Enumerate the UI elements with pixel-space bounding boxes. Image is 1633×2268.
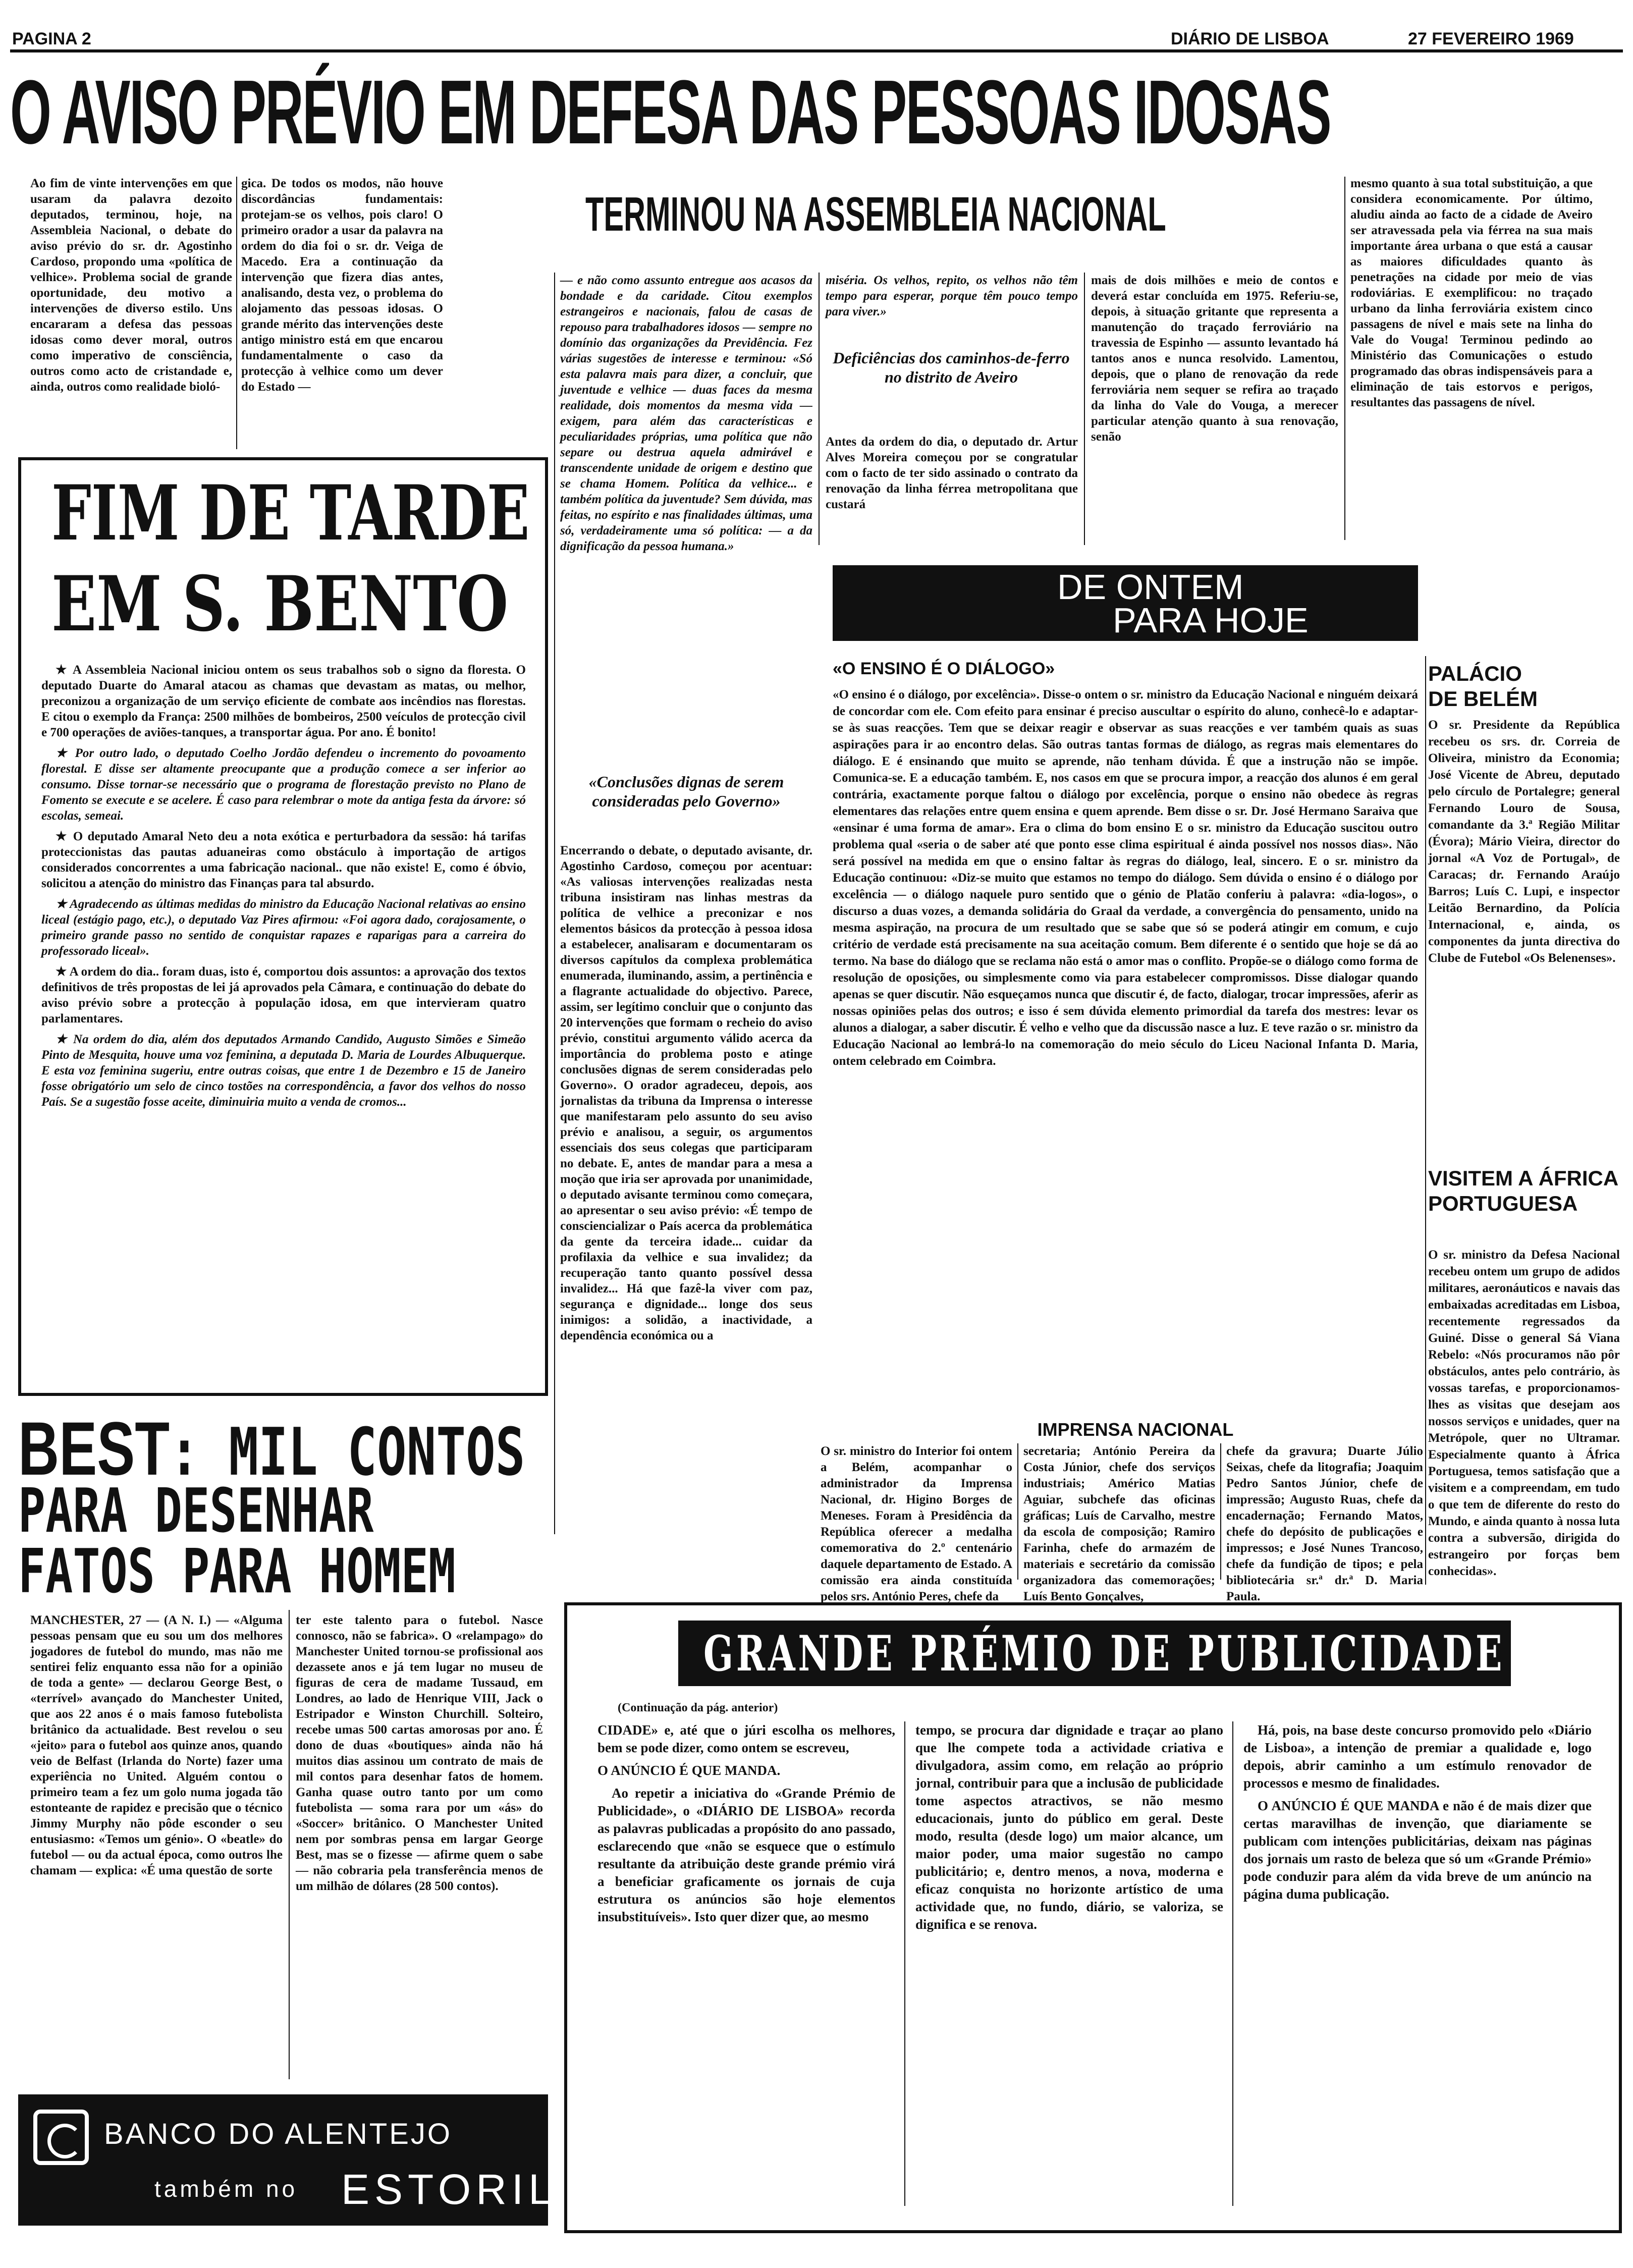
column-divider bbox=[236, 177, 237, 449]
newspaper-name: DIÁRIO DE LISBOA bbox=[1171, 29, 1329, 48]
visitem-title: VISITEM A ÁFRICA PORTUGUESA bbox=[1428, 1166, 1618, 1215]
column-divider bbox=[1232, 1721, 1233, 2206]
column-divider bbox=[1220, 1443, 1221, 1580]
aviso-column-1: Ao fim de vinte intervenções em que usaram da palavra dezoito deputados, terminou, hoje, na Assembleia Nacional, o debate do aviso prévio do sr. dr. Agostinho Cardoso, propondo uma «política de velhice». Problema social de grande oportunidade, deu motivo a intervenções de diverso estilo. Uns encararam a defesa das pessoas idosas como dever moral, outros como imperativo de consciência, outros como acto de cristandade e, ainda, outros como realidade bioló- bbox=[30, 177, 232, 394]
ad-line-2a: também no bbox=[154, 2176, 298, 2202]
aviso-column-3 bbox=[560, 273, 812, 777]
aviso-column-3b: Encerrando o debate, o deputado avisante, dr. Agostinho Cardoso, começou por acentuar: «As valiosas intervenções realizadas nesta tribuna insistiram nas linhas mestras da política de velhice a preconizar e nos elementos básicos da protecção à pessoa idosa a estabelecer, analisaram e documentaram os diversos capítulos da complexa problemática enumerada, iluminando, assim, a pertinência e a flagrante actualidade do objectivo. Parece, assim, ser legítimo concluir que o conjunto das 20 intervenções que formam o recheio do aviso prévio, constitui argumento válido acerca da importância do problema posto e atinge conclusões dignas de serem consideradas pelo Governo». O orador agradeceu, depois, aos jornalistas da tribuna da Imprensa o interesse que manifestaram pelo assunto do seu aviso prévio e analisou, a seguir, os argumentos essenciais dos seus colegas que participaram no debate. E, antes de mandar para a mesa a moção que iria ser aprovada por unanimidade, o deputado avisante terminou como começara, ao apresentar o seu aviso prévio: «É tempo de consciencializar o País acerca da problemática da gente da terceira idade... cuidar da profilaxia da velhice e sua invalidez; da recuperação tanto quanto possível dessa invalidez... Há que fazê-la viver com paz, segurança e dignidade... longe dos seus inimigos: a solidão, a inactividade, a dependência económica ou a bbox=[560, 844, 812, 1342]
premio-col1-para3: Ao repetir a iniciativa do «Grande Prémio de Publicidade», o «DIÁRIO DE LISBOA» recorda as palavras publicadas a propósito do ano passado, esclarecendo que «não se esquece que o estímulo resultante da atribuição deste grande prémio virá a beneficiar graficamente os jornais de cuja estrutura os anúncios são hoje elementos insubstituíveis». Isto quer dizer que, ao mesmo bbox=[597, 1786, 895, 1924]
aviso-column-5: mais de dois milhões e meio de contos e deverá estar concluída em 1975. Referiu-se, depois, à situação gritante que representa a manutenção do traçado ferroviário na travessia de Espinho — assunto levantado há tantos anos e nunca resolvido. Lamentou, depois, que o plano de renovação da rede ferroviária nem sequer se refira ao traçado da linha do Vale do Vouga, a merecer particular atenção quanto à sua renovação, senão bbox=[1091, 274, 1338, 444]
best-title-2: PARA DESENHAR bbox=[18, 1476, 374, 1546]
ontem-banner bbox=[833, 565, 1418, 641]
fim-item: ★ Agradecendo as últimas medidas do ministro da Educação Nacional relativas ao ensino liceal (estágio pago, etc.), o deputado Vaz Pires afirmou: «Foi agora dado, corajosamente, o primeiro grande passo no sentido de conquistar rapazes e raparigas para a carreira do professorado liceal». bbox=[41, 897, 526, 958]
page-number: PAGINA 2 bbox=[12, 29, 91, 48]
headline-text: O AVISO PRÉVIO EM DEFESA DAS PESSOAS IDOSAS bbox=[10, 62, 1331, 163]
best-title-3: FATOS PARA HOMEM bbox=[18, 1537, 456, 1607]
column-divider bbox=[819, 273, 820, 545]
premio-banner bbox=[678, 1621, 1511, 1686]
premio-column-3 bbox=[1243, 1721, 1592, 2221]
fim-item: ★ O deputado Amaral Neto deu a nota exótica e perturbadora da sessão: há tarifas proteccionistas das pautas aduaneiras como obstáculo à importação de artigos considerados concorrentes a uma fabricação nacional.. que não existe! E, como é óbvio, solicitou a atenção do ministro das Finanças para tal absurdo. bbox=[41, 830, 526, 890]
palacio-title-2: DE BELÉM bbox=[1428, 687, 1538, 711]
imprensa-column-3: chefe da gravura; Duarte Júlio Seixas, chefe da litografia; Joaquim Pedro Santos Júnior, chefe de impressão; Augusto Ruas, chefe da encadernação; Fernando Matos, chefe do depósito de publicações e impressos; e José Nunes Trancoso, chefe da fundição de tipos; e pela bibliotecária sr.ª dr.ª D. Maria Paula. bbox=[1226, 1444, 1423, 1603]
fim-items bbox=[41, 662, 526, 1389]
premio-col1-para1: CIDADE» e, até que o júri escolha os melhores, bem se pode dizer, como ontem se escreveu, bbox=[597, 1722, 895, 1755]
fim-title-1: FIM DE TARDE bbox=[51, 469, 530, 558]
column-divider bbox=[1425, 656, 1426, 1585]
fim-item: ★ Na ordem do dia, além dos deputados Armando Candido, Augusto Simões e Simeão Pinto de Mesquita, houve uma voz feminina, a deputada D. Maria de Lourdes Albuquerque. E esta voz feminina sugeriu, entre outras coisas, que entre 1 de Dezembro e 15 de Janeiro fosse obrigatório um selo de cinco tostões na correspondência, a favor dos velhos do nosso País. Se a sugestão fosse aceite, diminuiria muito a venda de cromos... bbox=[41, 1033, 526, 1109]
premio-col3-para2: O ANÚNCIO É QUE MANDA e não é de mais dizer que certas maravilhas de invenção, que diariamente se publicam com intenções publicitárias, deixam nas páginas dos jornais um rasto de beleza que só um «Grande Prémio» pode conduzir para além da vida breve de um anúncio na página duma publicação. bbox=[1243, 1798, 1592, 1902]
palacio-body: O sr. Presidente da República recebeu os srs. dr. Correia de Oliveira, ministro da Economia; José Vicente de Abreu, deputado pelo círculo de Portalegre; general Fernando Louro de Sousa, comandante da 3.ª Região Militar (Évora); Mário Vieira, director do jornal «A Voz de Portugal», de Caracas; dr. Fernando Araújo Barros; Luís C. Lupi, e inspector Leitão Bernardino, da Polícia Internacional, e, ainda, os componentes da junta directiva do Clube de Futebol «Os Belenenses». bbox=[1428, 718, 1620, 965]
column-divider bbox=[1017, 1443, 1018, 1580]
column-divider bbox=[1084, 273, 1085, 545]
ontem-sub: «O ENSINO É O DIÁLOGO» bbox=[833, 659, 1055, 678]
fim-item: ★ A Assembleia Nacional iniciou ontem os seus trabalhos sob o signo da floresta. O deputado Duarte do Amaral atacou as chamas que devastam as matas, ou melhor, preconizou a organização de um serviço eficiente de combate aos incêndios nas florestas. E citou o exemplo da França: 2500 milhões de bombeiros, 2500 veículos de protecção civil e 700 operações de aviões-tanques, a transportar água. Por ano. É bonito! bbox=[41, 663, 526, 739]
column-divider bbox=[1344, 177, 1345, 540]
premio-continuation: (Continuação da pág. anterior) bbox=[618, 1701, 778, 1714]
ad-line-1: BANCO DO ALENTEJO bbox=[104, 2118, 453, 2150]
banco-alentejo-ad bbox=[18, 2094, 557, 2226]
ontem-body: «O ensino é o diálogo, por excelência». Disse-o ontem o sr. ministro da Educação Nacional e ninguém deixará de concordar com ele. Com efeito para ensinar é preciso auscultar o espírito do aluno, conhecê-lo e adaptar-se às suas reacções. Tem que se deixar reagir e observar as suas reacções e ver também quais as suas aspirações para ir ao encontro delas. São outras tantas formas de diálogo, as regras mais elementares do diálogo. E é ensinando que muito se aprende, não tenham dúvida. É que a instrução não se impõe. Comunica-se. E a educação também. E, nos casos em que se procura impor, a reacção dos alunos é em geral contrária, exactamente porque faltou o diálogo por excelência, porque o ensino não obedece às regras elementares das relações entre quem ensina e quem aprende. Bem disse o sr. Dr. José Hermano Saraiva que «ensinar é uma forma de amar». Era o clima do bom ensino E o sr. ministro da Educação suscitou outro problema qual «seria o de saber até que ponto esse clima espiritual é ainda possível nos nossos dias». Não será possível na medida em que o ensino faltar às regras do diálogo, leal, sincero. E o sr. ministro da Educação continuou: «Diz-se muito que estamos no tempo do diálogo. Sem dúvida o ensino é o diálogo por excelência — o diálogo naquele puro sentido que o génio de Platão conferiu à palavra: «dia-logos», o discurso a duas vozes, a demanda solidária do Graal da verdade, a convergência do pensamento, unido na mesma aspiração, na procura de um resultado que se sabe que só se poderá atingir em comum, e cujo critério de verdade está precisamente na sua aceitação comum. Bem diferente é o sentido que hoje se dá ao termo. Na base do diálogo que se reclama não está o amor mas o conflito. Propõe-se o diálogo como forma de resolução de oposições, ou simplesmente como via para estabelecer compromissos. Disse dialogar quando apenas se quer discutir. Não esqueçamos nunca que discutir é, de facto, dialogar, trocar impressões, aferir as nossas opiniões pelas dos outros; e isso é sem dúvida elemento primordial da tarefa dos mestres: levar os alunos a dialogar, a saber discutir. É velho e velho que da discussão nasce a luz. E teve razão o sr. ministro da Educação Nacional ao lembrá-lo na comemoração do meio século do Liceu Nacional Infanta D. Maria, ontem celebrado em Coimbra. bbox=[833, 688, 1418, 1068]
masthead bbox=[0, 0, 1633, 50]
subhead-text: TERMINOU NA ASSEMBLEIA NACIONAL bbox=[585, 187, 1166, 241]
best-title-rest: : MIL CONTOS bbox=[170, 1414, 525, 1490]
aviso-column-6: mesmo quanto à sua total substituição, a que considera economicamente. Por último, aludiu ainda ao facto de a cidade de Aveiro ser atravessada pela via férrea na sua mais importante área urbana o que está a causar as maiores dificuldades quanto às penetrações na cidade por meio de vias rodoviárias. E exemplificou: no traçado urbano da linha ferroviária existem cinco passagens de nível e mais sete na linha do Vale do Vouga! Terminou pedindo ao Ministério das Comunicações o estudo programado das obras indispensáveis para a eliminação de tais estorvos e perigos, resultantes das passagens de nível. bbox=[1350, 177, 1593, 409]
issue-date: 27 FEVEREIRO 1969 bbox=[1408, 29, 1574, 48]
imprensa-title: IMPRENSA NACIONAL bbox=[1037, 1419, 1234, 1440]
column-divider bbox=[554, 273, 555, 1534]
bank-logo bbox=[33, 2110, 89, 2165]
palacio-title bbox=[1428, 661, 1620, 717]
premio-box bbox=[564, 1602, 1622, 2233]
premio-title: GRANDE PRÉMIO DE PUBLICIDADE bbox=[703, 1625, 1505, 1682]
ontem-title-2: PARA HOJE bbox=[1113, 601, 1309, 640]
palacio-title-1: PALÁCIO bbox=[1428, 662, 1522, 685]
fim-item: ★ Por outro lado, o deputado Coelho Jordão defendeu o incremento do povoamento florestal. E disse ser altamente preocupante que a produção comece a ser inferior ao consumo. Disse tornar-se necessário que o programa de florestação previsto no Plano de Fomento se execute e se acelere. É caso para relembrar o mote da antiga festa da árvore: só escolas, semeai. bbox=[41, 746, 526, 823]
premio-column-2: tempo, se procura dar dignidade e traçar ao plano que lhe compete toda a actividade criativa e divulgadora, assim como, em relação ao próprio jornal, contribuir para que a inclusão de publicidade tome aspectos atractivos, se não mesmo educacionais, junto do público em geral. Deste modo, resulta (desde logo) um maior alcance, um maior poder, uma maior sugestão no campo publicitário; e, dentro menos, a nova, moderna e eficaz conquista no horizonte artístico de uma actividade que, no fundo, diário, se valoriza, se dignifica e se renova. bbox=[915, 1722, 1223, 1932]
ad-line-2b: ESTORIL bbox=[341, 2166, 557, 2213]
best-name: BEST bbox=[18, 1406, 170, 1491]
best-column-1: MANCHESTER, 27 — (A N. I.) — «Alguma pessoas pensam que eu sou um dos melhores jogadores de futebol do mundo, mas não me sentirei feliz enquanto essa não for a opinião de toda a gente» — declarou George Best, o «terrível» avançado do Manchester United, que aos 22 anos é o mais famoso futebolista britânico da actualidade. Best revelou o seu «jeito» para o futebol aos quinze anos, quando veio de Belfast (Irlanda do Norte) fazer uma experiência no United. Alguém contou o primeiro team a fez um golo numa jogada tão estonteante de rapidez e precisão que o técnico Jimmy Murphy não pôde esconder o seu entusiasmo: «Temos um génio». O «beatle» do futebol — ou da actual época, como outros lhe chamam — explica: «É uma questão de sorte bbox=[30, 1613, 283, 1877]
aviso-column-2: gica. De todos os modos, não houve discordâncias fundamentais: protejam-se os velhos, pois claro! O primeiro orador a usar da palavra na ordem do dia foi o sr. dr. Veiga de Macedo. Era a continuação da intervenção que fizera dias antes, analisando, desta vez, o problema do alojamento das pessoas idosas. O grande mérito das intervenções deste antigo ministro está em que encarou fundamentalmente o caso da protecção à velhice como um dever do Estado — bbox=[241, 177, 443, 394]
fim-title-2: EM S. BENTO bbox=[51, 560, 509, 649]
masthead-rule bbox=[10, 49, 1623, 52]
best-headline bbox=[18, 1406, 548, 1607]
aviso-subhead bbox=[454, 187, 1342, 247]
aviso-column-4b: Antes da ordem do dia, o deputado dr. Artur Alves Moreira começou por se congratular com o facto de ter sido assinado o contrato da renovação da linha férrea metropolitana que custará bbox=[826, 435, 1078, 511]
aviso-column-3-subhead: «Conclusões dignas de serem consideradas pelo Governo» bbox=[588, 773, 784, 810]
premio-col1-para2: O ANÚNCIO É QUE MANDA. bbox=[597, 1763, 781, 1778]
aviso-column-3-text: — e não como assunto entregue aos acasos da bondade e da caridade. Citou exemplos estrangeiros e nacionais, falou de casas de repouso para trabalhadores idosos — sempre no domínio das organizações da Previdência. Fez várias sugestões de interesse e terminou: «Só esta palavra mais para dizer, a concluir, que juventude e velhice — duas faces da mesma realidade, dois momentos da mesma vida — exigem, para além das características e peculiaridades próprias, uma política que não separe ou destrua aquela admirável e transcendente unidade de origem e destino que se chama Homem. Política da velhice... e também política da juventude? Sem dúvida, mas feitas, no espírito e nas finalidades últimas, uma só, verdadeiramente uma só política: — a da dignificação da pessoa humana.» bbox=[560, 274, 812, 553]
aviso-column-4: miséria. Os velhos, repito, os velhos não têm tempo para esperar, porque têm pouco tempo para viver.» bbox=[826, 274, 1078, 318]
column-divider bbox=[289, 1610, 290, 2079]
best-column-2: ter este talento para o futebol. Nasce connosco, não se fabrica». O «relampago» do Manchester United tornou-se profissional aos dezassete anos e já tem lugar no museu de figuras de cera de madame Tussaud, em Londres, ao lado de Henrique VIII, Jack o Estripador e Winston Churchill. Solteiro, recebe umas 500 cartas amorosas por ano. É dono de duas «boutiques» ainda não há muitos dias assinou um contrato de mais de mil contos para desenhar fatos de homem. Ganha quase outro tanto por um como futebolista — soma rara por um «ás» do «Soccer» britânico. O Manchester United nem por sombras pensa em largar George Best, mas se o fizesse — afirme quem o sabe — não cobraria pela transferência menos de um milhão de dólares (28 500 contos). bbox=[296, 1613, 543, 1893]
main-headline bbox=[10, 55, 1625, 181]
premio-col3-para1: Há, pois, na base deste concurso promovido pelo «Diário de Lisboa», a intenção de premiar a qualidade e, logo depois, abrir caminho a um estímulo renovador de processos e mesmo de finalidades. bbox=[1243, 1722, 1592, 1791]
ontem-title-1: DE ONTEM bbox=[1057, 567, 1244, 607]
column-divider bbox=[904, 1721, 905, 2206]
premio-column-1 bbox=[597, 1721, 895, 2221]
aviso-column-4-subhead: Deficiências dos caminhos-de-ferro no distrito de Aveiro bbox=[833, 349, 1070, 386]
imprensa-column-1: O sr. ministro do Interior foi ontem a Belém, acompanhar o administrador da Imprensa Nacional, dr. Higino Borges de Meneses. Foram à Presidência da República oferecer a medalha comemorativa do 2.º centenário daquele departamento de Estado. A comissão era ainda constituída pelos srs. António Peres, chefe da bbox=[821, 1444, 1012, 1603]
fim-de-tarde-box bbox=[18, 457, 548, 1396]
imprensa-column-2: secretaria; António Pereira da Costa Júnior, chefe dos serviços industriais; Américo Matias Aguiar, subchefe das oficinas gráficas; Luís de Carvalho, mestre da escola de composição; Ramiro Farinha, chefe do armazém de materiais e secretário da comissão organizadora das comemorações; Luís Bento Gonçalves, bbox=[1023, 1444, 1215, 1603]
fim-item: ★ A ordem do dia.. foram duas, isto é, comportou dois assuntos: a aprovação dos textos definitivos de três propostas de lei já aprovados pela Câmara, e continuação do debate do aviso prévio sobre a protecção à população idosa, em que intervieram quatro parlamentares. bbox=[41, 965, 526, 1025]
visitem-body: O sr. ministro da Defesa Nacional recebeu ontem um grupo de adidos militares, aeronáuticos e navais das embaixadas acreditadas em Lisboa, recentemente regressados da Guiné. Disse o general Sá Viana Rebelo: «Nós procuramos não pôr obstáculos, antes pelo contrário, às vossas tarefas, e proporcionamos-lhes as visitas que desejam aos nossos serviços e unidades, quer na Metrópole, quer no Ultramar. Especialmente quanto à África Portuguesa, temos satisfação que a visitem e a compreendam, em tudo o que tem de diferente do resto do Mundo, e ainda quanto à nossa luta contra a subversão, dirigida do estrangeiro por forças bem conhecidas». bbox=[1428, 1248, 1620, 1578]
